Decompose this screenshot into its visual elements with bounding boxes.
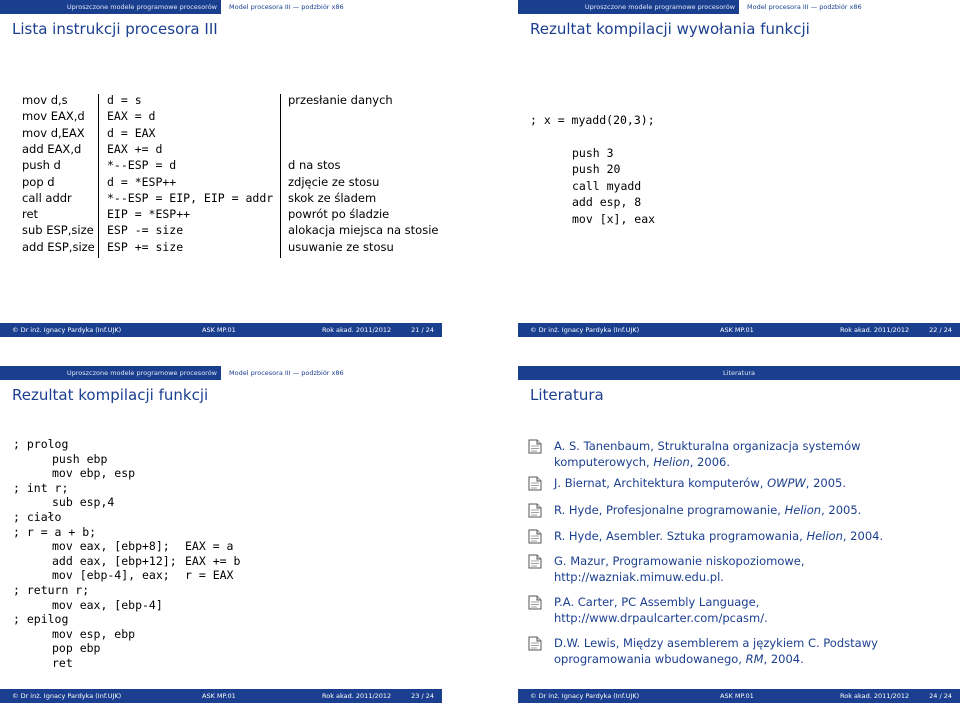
code-line: add eax, [ebp+12]; (52, 553, 177, 568)
instruction-cell: mov d,s (22, 93, 68, 107)
bib-text (554, 502, 954, 518)
frame-title: Rezultat kompilacji funkcji (12, 386, 209, 404)
footer-year: Rok akad. 2011/2012 (840, 692, 910, 700)
bib-main: R. Hyde, Asembler. Sztuka programowania, (554, 529, 807, 543)
footer-course: ASK MP.01 (202, 326, 236, 334)
nav-section[interactable]: Uproszczone modele programowe procesorów (0, 366, 221, 380)
semantics-cell: d = *ESP++ (107, 174, 177, 189)
bib-publisher: Helion (806, 529, 843, 543)
nav-section[interactable]: Literatura (518, 366, 960, 380)
code-line: ret (52, 656, 73, 670)
slide-22 (518, 0, 960, 337)
bib-main: D.W. Lewis, Między asemblerem a językiem C. Podstawy oprogramowania wbudowanego, (554, 636, 878, 666)
description-cell: usuwanie ze stosu (288, 239, 394, 254)
instruction-cell: mov d,EAX (22, 125, 85, 140)
bib-year: , 2005. (805, 476, 847, 490)
bib-text (554, 528, 954, 544)
slide-21 (0, 0, 442, 337)
book-icon (528, 439, 542, 454)
semantics-cell: ESP -= size (107, 223, 184, 238)
nav-subsection[interactable]: Model procesora III — podzbiór x86 (221, 366, 442, 380)
code-line: mov eax, [ebp+8]; (52, 539, 170, 554)
footer-author: © Dr inż. Ignacy Pardyka (Inf.UJK) (12, 692, 122, 700)
semantics-cell: d = s (107, 93, 142, 107)
footer-course: ASK MP.01 (202, 692, 236, 700)
footer-page: 24 / 24 (929, 692, 952, 700)
code-line: mov eax, [ebp-4] (52, 597, 163, 612)
instruction-cell: push d (22, 158, 61, 173)
code-line: ; epilog (13, 612, 69, 627)
semantics-cell: *--ESP = d (107, 158, 177, 173)
code-line: mov ebp, esp (52, 466, 136, 481)
footer-year: Rok akad. 2011/2012 (322, 326, 392, 334)
code-line: ; ciało (13, 510, 62, 524)
nav-section[interactable]: Uproszczone modele programowe procesorów (518, 0, 739, 14)
book-icon (528, 503, 542, 518)
frame-title: Lista instrukcji procesora III (12, 20, 218, 38)
nav-section[interactable]: Uproszczone modele programowe procesorów (0, 0, 221, 14)
bib-publisher: Helion (784, 503, 822, 517)
instruction-cell: call addr (22, 190, 72, 205)
semantics-cell: EAX = d (107, 109, 156, 124)
footer-page: 21 / 24 (411, 326, 434, 334)
frame-title: Rezultat kompilacji wywołania funkcji (530, 20, 810, 38)
footer-author: © Dr inż. Ignacy Pardyka (Inf.UJK) (530, 692, 640, 700)
instruction-cell: ret (22, 207, 39, 222)
bib-text (554, 553, 954, 585)
footer (518, 689, 960, 703)
code-line: call myadd (572, 178, 642, 193)
table-divider (98, 94, 99, 258)
bib-text (554, 635, 954, 667)
bib-publisher: Helion (653, 455, 690, 469)
nav-bar (0, 366, 442, 380)
bib-main: J. Biernat, Architektura komputerów, (554, 476, 768, 490)
nav-subsection[interactable]: Model procesora III — podzbiór x86 (221, 0, 442, 14)
instruction-cell: add EAX,d (22, 141, 82, 156)
bib-main: R. Hyde, Profesjonalne programowanie, (554, 503, 785, 517)
code-line: pop ebp (52, 641, 101, 656)
footer-author: © Dr inż. Ignacy Pardyka (Inf.UJK) (530, 326, 640, 334)
code-line: mov esp, ebp (52, 626, 136, 641)
book-icon (528, 595, 542, 610)
slide-23 (0, 366, 442, 703)
instruction-cell: pop d (22, 174, 55, 189)
book-icon (528, 554, 542, 569)
bib-text (554, 594, 954, 626)
bib-publisher: RM (745, 652, 764, 666)
description-cell: alokacja miejsca na stosie (288, 223, 439, 238)
footer (518, 323, 960, 337)
footer-course: ASK MP.01 (720, 326, 754, 334)
slide-24 (518, 366, 960, 703)
footer-course: ASK MP.01 (720, 692, 754, 700)
semantics-cell: *--ESP = EIP, EIP = addr (107, 190, 274, 205)
bib-main: P.A. Carter, PC Assembly Language, http://www.drpaulcarter.com/pcasm/. (554, 595, 768, 625)
bib-year: , 2004. (763, 652, 804, 666)
nav-bar (518, 366, 960, 380)
bib-year: , 2006. (689, 455, 730, 469)
nav-bar (518, 0, 960, 14)
code-line: push 20 (572, 162, 621, 177)
code-line: mov [ebp-4], eax; (52, 568, 170, 583)
nav-bar (0, 0, 442, 14)
instruction-cell: mov EAX,d (22, 109, 85, 124)
footer-page: 23 / 24 (411, 692, 434, 700)
footer-year: Rok akad. 2011/2012 (322, 692, 392, 700)
code-comment: ; x = myadd(20,3); (530, 113, 655, 127)
code-line: add esp, 8 (572, 195, 642, 210)
bib-year: , 2004. (842, 529, 884, 543)
semantics-cell: ESP += size (107, 239, 184, 254)
code-annotation: r = EAX (185, 568, 234, 583)
footer (0, 689, 442, 703)
description-cell: skok ze śladem (288, 190, 377, 205)
code-annotation: EAX = a (185, 539, 234, 554)
instruction-cell: sub ESP,size (22, 223, 94, 238)
bib-publisher: OWPW (767, 476, 806, 490)
code-line: ; r = a + b; (13, 524, 97, 539)
frame-title: Literatura (530, 386, 604, 404)
semantics-cell: EAX += d (107, 141, 163, 156)
footer-year: Rok akad. 2011/2012 (840, 326, 910, 334)
code-line: ; prolog (13, 437, 69, 451)
bib-year: , 2005. (821, 503, 862, 517)
book-icon (528, 476, 542, 491)
bib-text (554, 475, 954, 491)
bib-main: G. Mazur, Programowanie niskopoziomowe, http://wazniak.mimuw.edu.pl. (554, 554, 805, 584)
code-line: push ebp (52, 451, 108, 466)
bib-main: A. S. Tanenbaum, Strukturalna organizacja systemów komputerowych, (554, 439, 861, 469)
code-line: ; return r; (13, 583, 90, 597)
code-line: ; int r; (13, 480, 69, 495)
description-cell: d na stos (288, 158, 341, 173)
instruction-cell: add ESP,size (22, 239, 95, 254)
code-line: sub esp,4 (52, 495, 115, 510)
code-line: push 3 (572, 146, 614, 160)
description-cell: przesłanie danych (288, 93, 393, 107)
footer (0, 323, 442, 337)
book-icon (528, 529, 542, 544)
table-divider (280, 94, 281, 258)
book-icon (528, 636, 542, 651)
description-cell: powrót po śladzie (288, 207, 390, 222)
code-annotation: EAX += b (185, 553, 241, 568)
code-line: mov [x], eax (572, 211, 656, 226)
semantics-cell: EIP = *ESP++ (107, 207, 191, 222)
footer-author: © Dr inż. Ignacy Pardyka (Inf.UJK) (12, 326, 122, 334)
nav-subsection[interactable]: Model procesora III — podzbiór x86 (739, 0, 960, 14)
semantics-cell: d = EAX (107, 125, 156, 140)
footer-page: 22 / 24 (929, 326, 952, 334)
bib-text (554, 438, 954, 470)
description-cell: zdjęcie ze stosu (288, 174, 380, 189)
